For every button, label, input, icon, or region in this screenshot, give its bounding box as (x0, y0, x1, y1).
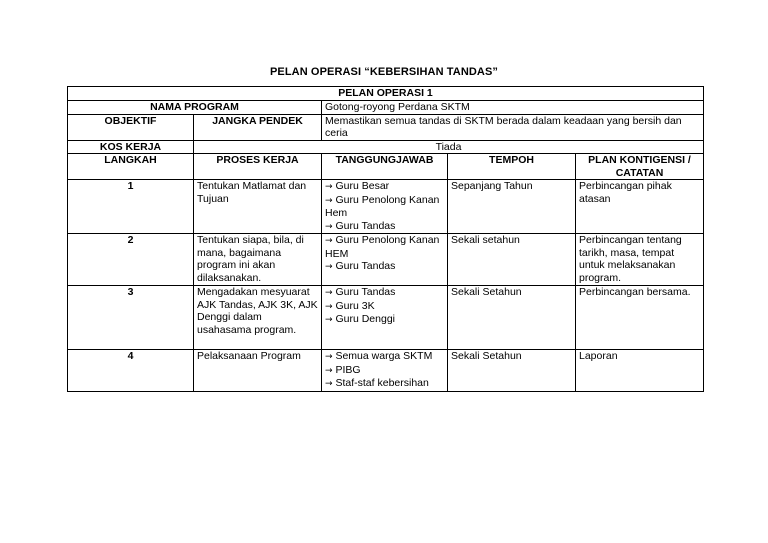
responsibility-item (325, 286, 444, 300)
arrow-right-icon: → (325, 352, 333, 362)
arrow-right-icon: → (325, 288, 333, 298)
kos-kerja-value: Tiada (194, 140, 704, 154)
kos-kerja-label: KOS KERJA (68, 140, 194, 154)
header-tanggungjawab: TANGGUNGJAWAB (322, 154, 448, 180)
responsibility-text: Staf-staf kebersihan (335, 377, 429, 389)
arrow-right-icon: → (325, 301, 333, 312)
header-proses-kerja: PROSES KERJA (194, 154, 322, 180)
nama-program-value: Gotong-royong Perdana SKTM (322, 101, 704, 115)
header-tempoh: TEMPOH (448, 154, 576, 180)
responsibility-text: Guru Besar (335, 180, 390, 192)
responsibility-text: Guru Penolong Kanan HEM (325, 234, 440, 260)
responsibility-text: Guru Penolong Kanan Hem (325, 193, 440, 219)
plan-kontigensi-cell: Perbincangan bersama. (576, 286, 704, 350)
proses-kerja-cell: Tentukan Matlamat dan Tujuan (194, 180, 322, 234)
responsibility-item (325, 350, 444, 364)
plan-heading: PELAN OPERASI 1 (68, 87, 704, 101)
responsibility-item (325, 260, 444, 274)
tempoh-cell: Sekali setahun (448, 234, 576, 286)
nama-program-label: NAMA PROGRAM (68, 101, 322, 115)
tempoh-cell: Sekali Setahun (448, 350, 576, 392)
langkah-cell: 2 (68, 234, 194, 286)
responsibility-item (325, 194, 444, 220)
objektif-row (68, 114, 704, 140)
table-row (68, 180, 704, 234)
document-title: PELAN OPERASI “KEBERSIHAN TANDAS” (269, 66, 498, 78)
responsibility-item (325, 180, 444, 194)
responsibility-text: Guru Tandas (335, 260, 396, 272)
langkah-cell: 1 (68, 180, 194, 234)
responsibility-item (325, 313, 444, 327)
responsibility-item (325, 220, 444, 234)
jangka-pendek-label: JANGKA PENDEK (194, 114, 322, 140)
nama-program-row (68, 101, 704, 115)
responsibility-text: Guru Denggi (335, 313, 396, 325)
plan-heading-row (68, 87, 704, 101)
tanggungjawab-cell (322, 234, 448, 286)
arrow-right-icon: → (325, 221, 333, 232)
arrow-right-icon: → (325, 262, 333, 272)
responsibility-item (325, 364, 444, 378)
responsibility-item (325, 300, 444, 314)
proses-kerja-cell: Tentukan siapa, bila, di mana, bagaimana program ini akan dilaksanakan. (194, 234, 322, 286)
column-header-row (68, 154, 704, 180)
responsibility-item (325, 234, 444, 260)
plan-kontigensi-cell: Perbincangan pihak atasan (576, 180, 704, 234)
responsibility-item (325, 377, 444, 391)
arrow-right-icon: → (325, 236, 333, 246)
header-langkah: LANGKAH (68, 154, 194, 180)
objektif-value: Memastikan semua tandas di SKTM berada dalam keadaan yang bersih dan ceria (322, 114, 704, 140)
arrow-right-icon: → (325, 195, 333, 206)
objektif-label: OBJEKTIF (68, 114, 194, 140)
kos-kerja-row (68, 140, 704, 154)
proses-kerja-cell: Mengadakan mesyuarat AJK Tandas, AJK 3K, AJK Denggi dalam usahasama program. (194, 286, 322, 350)
tempoh-cell: Sekali Setahun (448, 286, 576, 350)
arrow-right-icon: → (325, 315, 333, 325)
plan-kontigensi-cell: Perbincangan tentang tarikh, masa, tempat untuk melaksanakan program. (576, 234, 704, 286)
arrow-right-icon: → (325, 365, 333, 376)
table-row (68, 286, 704, 350)
responsibility-text: PIBG (335, 363, 361, 376)
arrow-right-icon: → (325, 379, 333, 389)
header-plan-kontigensi: PLAN KONTIGENSI / CATATAN (576, 154, 704, 180)
operation-plan-table (67, 86, 704, 392)
table-row (68, 350, 704, 392)
tanggungjawab-cell (322, 286, 448, 350)
responsibility-text: Semua warga SKTM (335, 350, 433, 362)
tanggungjawab-cell (322, 350, 448, 392)
plan-rows (68, 180, 704, 392)
langkah-cell: 4 (68, 350, 194, 392)
table-row (68, 234, 704, 286)
responsibility-text: Guru Tandas (335, 286, 396, 298)
plan-kontigensi-cell: Laporan (576, 350, 704, 392)
tanggungjawab-cell (322, 180, 448, 234)
responsibility-text: Guru Tandas (335, 219, 396, 232)
responsibility-text: Guru 3K (335, 299, 375, 312)
tempoh-cell: Sepanjang Tahun (448, 180, 576, 234)
langkah-cell: 3 (68, 286, 194, 350)
proses-kerja-cell: Pelaksanaan Program (194, 350, 322, 392)
arrow-right-icon: → (325, 182, 333, 192)
